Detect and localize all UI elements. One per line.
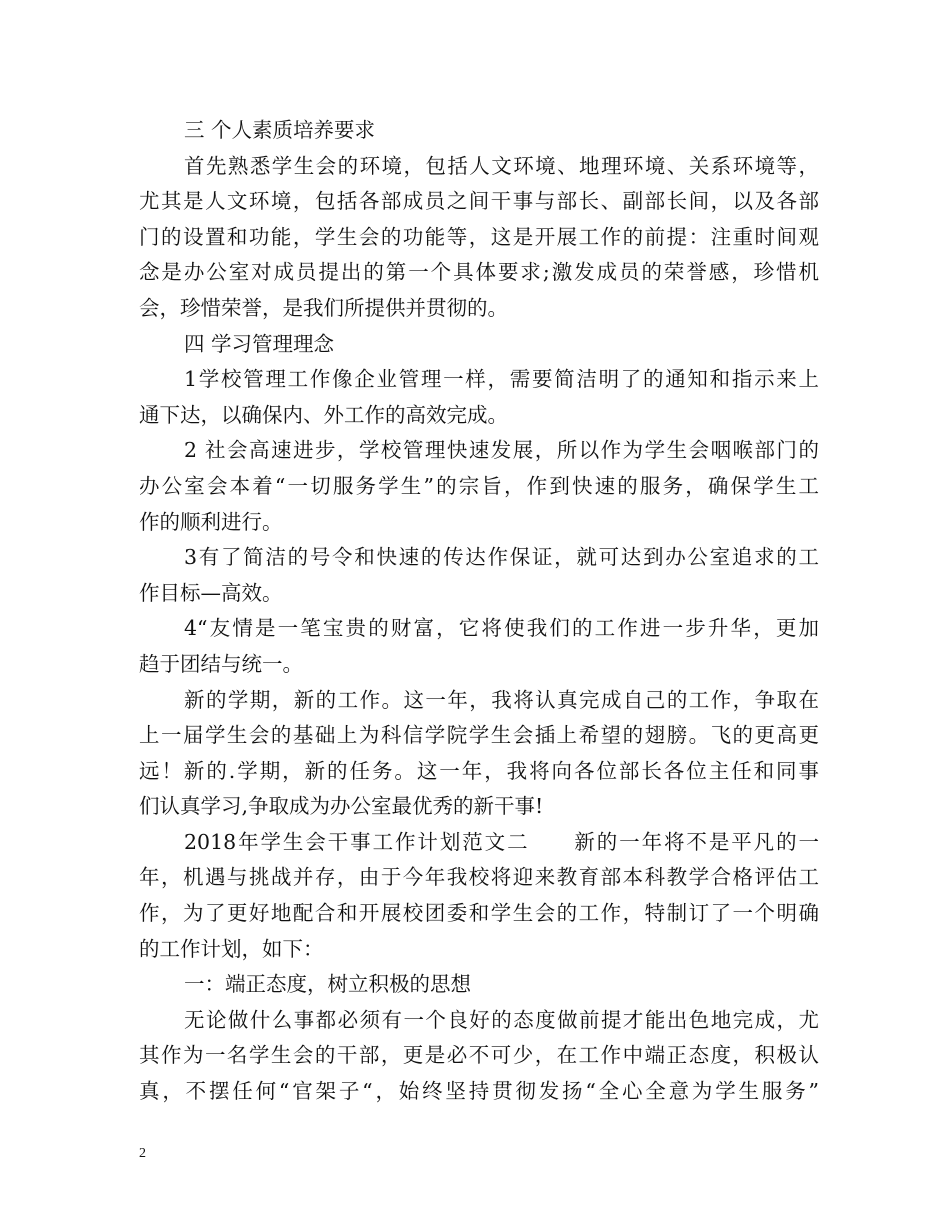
- paragraph-line: 其作为一名学生会的干部，更是必不可少，在工作中端正态度，积极认: [139, 1043, 819, 1068]
- paragraph-line: 2 社会高速进步，学校管理快速发展，所以作为学生会咽喉部门的: [184, 438, 819, 463]
- document-body: [139, 113, 819, 1110]
- paragraph-line: 作的顺利进行。: [139, 509, 283, 534]
- paragraph-line: 趋于团结与统一。: [139, 651, 303, 676]
- paragraph-line: 远！新的.学期，新的任务。这一年，我将向各位部长各位主任和同事: [139, 758, 819, 783]
- paragraph-line: 真，不摆任何“官架子“，始终坚持贯彻发扬“全心全意为学生服务”: [139, 1079, 819, 1104]
- paragraph-line: 办公室会本着“一切服务学生”的宗旨，作到快速的服务，确保学生工: [139, 473, 819, 498]
- paragraph-line: 上一届学生会的基础上为科信学院学生会插上希望的翅膀。飞的更高更: [139, 723, 819, 748]
- section-heading-3: 三 个人素质培养要求: [184, 118, 376, 142]
- paragraph-line: 会，珍惜荣誉，是我们所提供并贯彻的。: [139, 295, 508, 320]
- paragraph-line: 作目标—高效。: [139, 580, 283, 605]
- paragraph-line: 3有了简洁的号令和快速的传达作保证，就可达到办公室追求的工: [184, 545, 819, 570]
- paragraph-line: 2018年学生会干事工作计划范文二 新的一年将不是平凡的一: [184, 829, 819, 854]
- paragraph-line: 念是办公室对成员提出的第一个具体要求;激发成员的荣誉感，珍惜机: [139, 260, 819, 285]
- paragraph-line: 首先熟悉学生会的环境，包括人文环境、地理环境、关系环境等，: [184, 153, 819, 178]
- paragraph-line: 新的学期，新的工作。这一年，我将认真完成自己的工作，争取在: [184, 687, 819, 712]
- page-number: 2: [139, 1146, 146, 1161]
- paragraph-line: 无论做什么事都必须有一个良好的态度做前提才能出色地完成，尤: [184, 1007, 819, 1032]
- paragraph-line: 年，机遇与挑战并存，由于今年我校将迎来教育部本科教学合格评估工: [139, 865, 819, 890]
- section-heading-4: 四 学习管理理念: [184, 331, 335, 356]
- paragraph-line: 作，为了更好地配合和开展校团委和学生会的工作，特制订了一个明确: [139, 901, 819, 926]
- paragraph-line: 们认真学习,争取成为办公室最优秀的新干事!: [139, 794, 544, 819]
- paragraph-line: 4“友情是一笔宝贵的财富，它将使我们的工作进一步升华，更加: [184, 616, 819, 641]
- paragraph-line: 的工作计划，如下：: [139, 936, 324, 961]
- paragraph-line: 尤其是人文环境，包括各部成员之间干事与部长、副部长间，以及各部: [139, 189, 819, 214]
- paragraph-line: 门的设置和功能，学生会的功能等，这是开展工作的前提：注重时间观: [139, 224, 819, 249]
- plan-heading-1: 一：端正态度，树立积极的思想: [184, 972, 471, 997]
- paragraph-line: 通下达，以确保内、外工作的高效完成。: [139, 402, 508, 427]
- paragraph-line: 1学校管理工作像企业管理一样，需要简洁明了的通知和指示来上: [184, 367, 819, 392]
